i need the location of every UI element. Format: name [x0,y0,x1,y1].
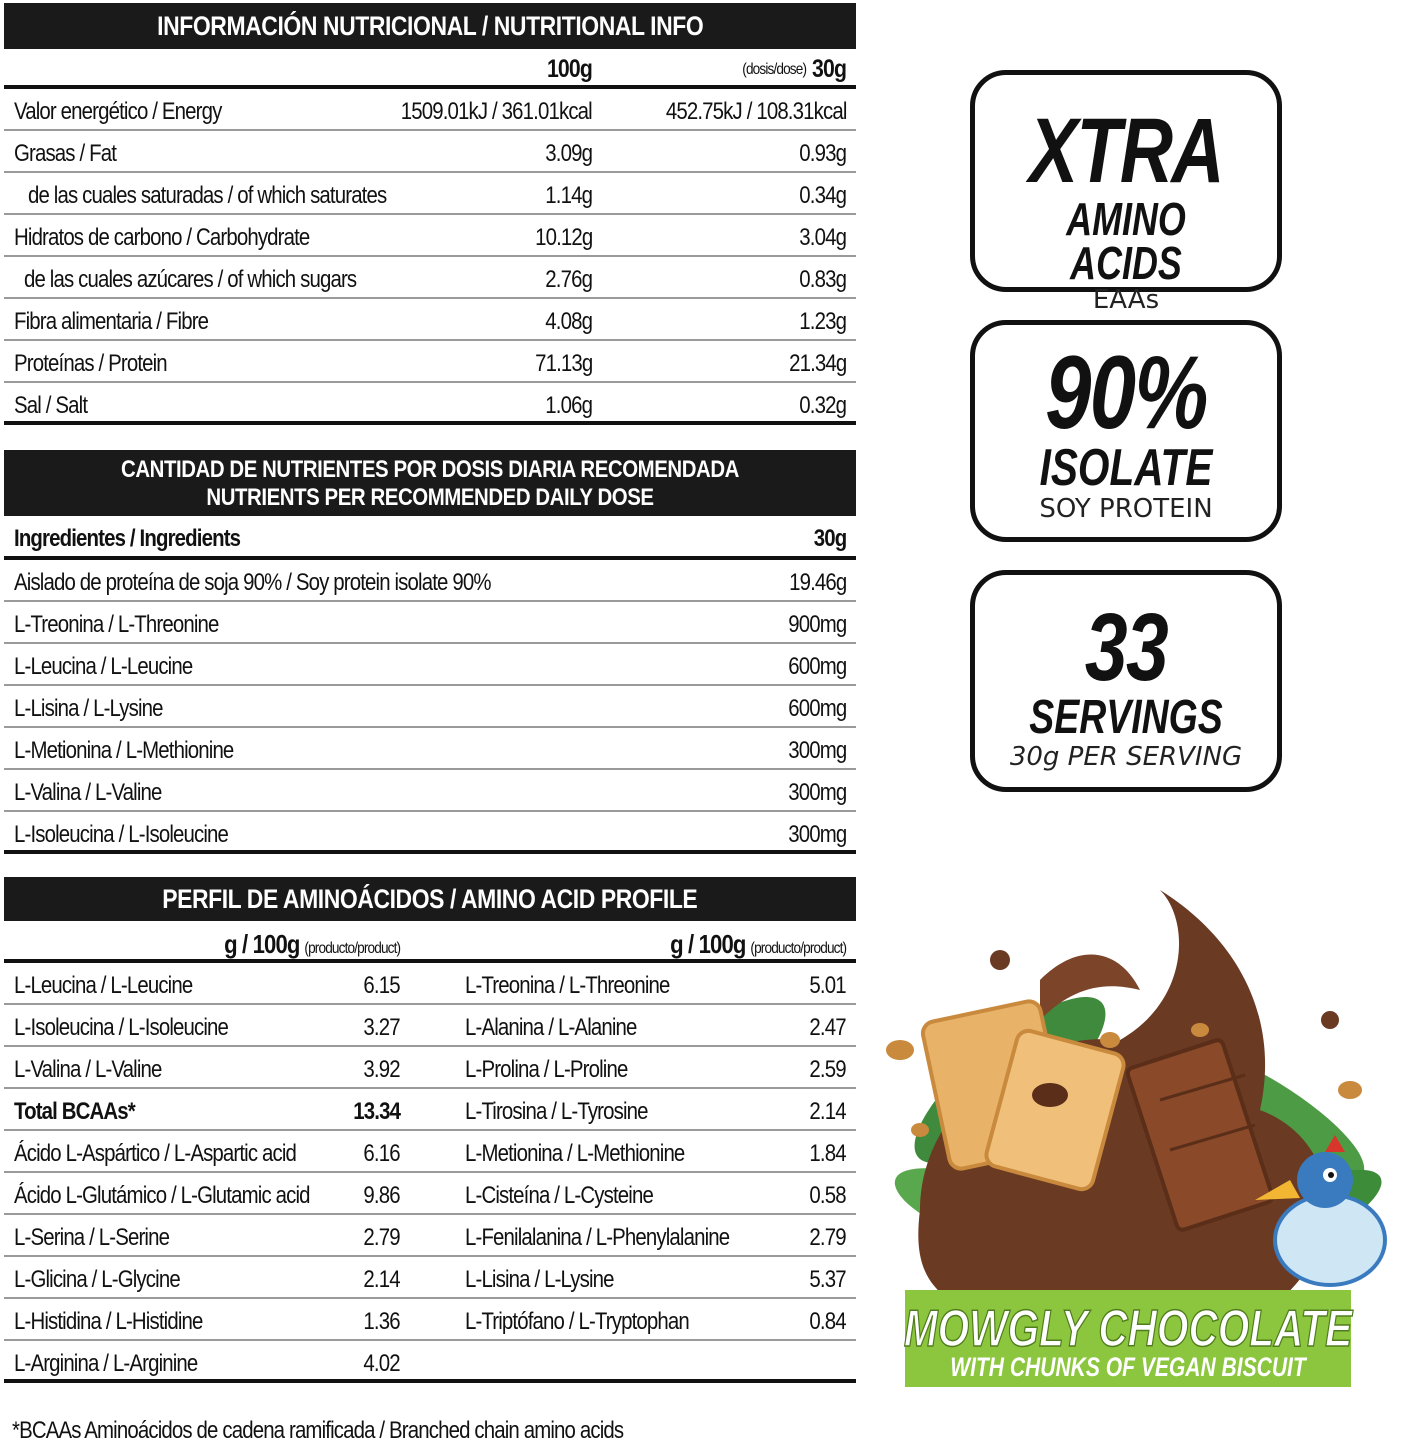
amino-left-value: 13.34 [353,1098,400,1125]
amino-left-label: L-Serina / L-Serine [14,1224,170,1251]
nutrition-row-label: de las cuales azúcares / of which sugars [24,266,357,293]
dose-table [4,450,856,854]
nutrition-row-100g: 10.12g [534,224,592,251]
nutrition-row-label: Valor energético / Energy [14,98,222,125]
amino-row [4,1215,856,1257]
dose-row-value: 600mg [787,653,846,680]
amino-right-label: L-Treonina / L-Threonine [465,972,670,999]
nutrition-row [4,299,856,341]
badge-servings-mid: SERVINGS [1029,691,1223,744]
amino-right-label: L-Fenilalanina / L-Phenylalanine [465,1224,730,1251]
amino-unit-left-note: (producto/product) [304,940,400,957]
amino-left-label: L-Arginina / L-Arginine [14,1350,198,1377]
amino-right-label: L-Metionina / L-Methionine [465,1140,685,1167]
nutrition-row-100g: 3.09g [545,140,592,167]
amino-row [4,1089,856,1131]
amino-row [4,1299,856,1341]
nutrition-row [4,131,856,173]
dose-head-value: 30g [813,525,846,552]
badge-servings [970,570,1282,792]
nutrition-row [4,383,856,425]
nutrition-row-label: de las cuales saturadas / of which saturates [28,182,387,209]
amino-row [4,1257,856,1299]
amino-title-text: PERFIL DE AMINOÁCIDOS / AMINO ACID PROFILE [162,884,698,914]
nutrition-row-label: Grasas / Fat [14,140,117,167]
product-subtitle: WITH CHUNKS OF VEGAN BISCUIT [950,1352,1306,1383]
dose-row-label: L-Treonina / L-Threonine [14,611,219,638]
dose-title-line2: NUTRIENTS PER RECOMMENDED DAILY DOSE [206,484,654,511]
nutrition-row [4,257,856,299]
amino-row [4,1341,856,1383]
amino-left-label: L-Valina / L-Valine [14,1056,162,1083]
dose-row [4,644,856,686]
dose-row-label: L-Lisina / L-Lysine [14,695,163,722]
badge-amino-big: XTRA [1029,100,1223,202]
amino-left-value: 3.92 [363,1056,400,1083]
nutrition-row-100g: 1.14g [545,182,592,209]
amino-left-value: 3.27 [363,1014,400,1041]
badge-isolate-big: 90% [1045,335,1207,451]
amino-right-label: L-Alanina / L-Alanine [465,1014,637,1041]
nutrition-row-30g: 0.34g [799,182,846,209]
amino-column-header [4,921,856,963]
amino-left-label: L-Glicina / L-Glycine [14,1266,180,1293]
dose-title-line1: CANTIDAD DE NUTRIENTES POR DOSIS DIARIA RECOMENDADA [121,456,739,483]
dose-column-header [4,516,856,560]
nutrition-row-label: Proteínas / Protein [14,350,167,377]
amino-unit-left [224,929,400,960]
amino-right-label: L-Prolina / L-Proline [465,1056,628,1083]
dose-row-label: L-Isoleucina / L-Isoleucine [14,821,229,848]
amino-right-value: 5.01 [809,972,846,999]
nutrition-row-30g: 0.32g [799,392,846,419]
amino-left-value: 1.36 [363,1308,400,1335]
amino-left-value: 2.14 [363,1266,400,1293]
nutrition-row [4,89,856,131]
nutrition-row-30g: 0.83g [799,266,846,293]
amino-left-label: L-Isoleucina / L-Isoleucine [14,1014,229,1041]
amino-right-label: L-Cisteína / L-Cysteine [465,1182,653,1209]
nutrition-row-100g: 1509.01kJ / 361.01kcal [400,98,592,125]
nutrition-row [4,173,856,215]
col-30g: 30g [811,55,846,83]
amino-left-label: Total BCAAs* [14,1098,135,1125]
dose-row [4,602,856,644]
amino-left-label: L-Leucina / L-Leucine [14,972,193,999]
amino-right-value: 2.79 [809,1224,846,1251]
dose-rows [4,560,856,854]
dose-row-value: 900mg [787,611,846,638]
dose-title [4,450,856,516]
nutrition-column-header [4,49,856,89]
amino-title [4,877,856,921]
badge-amino-mid: AMINO ACIDS [1066,193,1186,289]
dose-row-value: 300mg [787,737,846,764]
nutrition-table [4,3,856,425]
badge-amino-small: EAAs [1092,285,1160,315]
amino-right-value: 2.14 [809,1098,846,1125]
badge-amino [970,70,1282,315]
amino-unit-right [670,929,846,960]
nutrition-row-30g: 452.75kJ / 108.31kcal [665,98,846,125]
nutrition-title [4,3,856,49]
amino-left-label: L-Histidina / L-Histidine [14,1308,203,1335]
nutrition-rows [4,89,856,425]
col-100g: 100g [546,55,592,83]
amino-left-value: 9.86 [363,1182,400,1209]
col-dose-note: (dosis/dose) [742,61,806,78]
amino-left-value: 6.15 [363,972,400,999]
badge-isolate-mid: ISOLATE [1039,439,1213,497]
amino-right-value: 5.37 [809,1266,846,1293]
product-name: MOWGLY CHOCOLATE [903,1299,1353,1358]
amino-unit-right-text: g / 100g [669,929,746,959]
amino-left-label: Ácido L-Glutámico / L-Glutamic acid [14,1182,310,1209]
product-illustration [860,880,1405,1400]
amino-table [4,877,856,1444]
footnote: *BCAAs Aminoácidos de cadena ramificada / Branched chain amino acids [12,1417,624,1444]
amino-right-value: 2.47 [809,1014,846,1041]
amino-right-value: 2.59 [809,1056,846,1083]
amino-right-value: 1.84 [809,1140,846,1167]
nutrition-row-30g: 0.93g [799,140,846,167]
nutrition-row-30g: 21.34g [788,350,846,377]
dose-row-label: Aislado de proteína de soja 90% / Soy protein isolate 90% [14,569,491,596]
badge-servings-big: 33 [1084,594,1168,701]
amino-rows [4,963,856,1383]
amino-right-value: 0.58 [809,1182,846,1209]
dose-row [4,728,856,770]
nutrition-row-100g: 1.06g [545,392,592,419]
amino-right-label: L-Tirosina / L-Tyrosine [465,1098,648,1125]
amino-right-value: 0.84 [809,1308,846,1335]
dose-row [4,812,856,854]
badge-isolate-small: SOY PROTEIN [1039,494,1213,524]
nutrition-row-100g: 4.08g [545,308,592,335]
nutrition-row-30g: 1.23g [799,308,846,335]
nutrition-row [4,215,856,257]
dose-head-label: Ingredientes / Ingredients [14,525,241,552]
nutrition-row-label: Sal / Salt [14,392,88,419]
dose-row-label: L-Valina / L-Valine [14,779,162,806]
dose-row-label: L-Leucina / L-Leucine [14,653,193,680]
dose-row-value: 300mg [787,779,846,806]
amino-row [4,1173,856,1215]
nutrition-row-30g: 3.04g [799,224,846,251]
dose-row-label: L-Metionina / L-Methionine [14,737,234,764]
amino-left-label: Ácido L-Aspártico / L-Aspartic acid [14,1140,297,1167]
badge-isolate [970,320,1282,542]
amino-unit-right-note: (producto/product) [750,940,846,957]
badge-servings-small: 30g PER SERVING [1009,742,1243,772]
amino-right-label: L-Triptófano / L-Tryptophan [465,1308,689,1335]
amino-row [4,1005,856,1047]
amino-unit-left-text: g / 100g [223,929,300,959]
nutrition-row [4,341,856,383]
amino-left-value: 4.02 [363,1350,400,1377]
amino-row [4,963,856,1005]
amino-row [4,1047,856,1089]
dose-row-value: 300mg [787,821,846,848]
dose-row [4,560,856,602]
nutrition-title-text: INFORMACIÓN NUTRICIONAL / NUTRITIONAL INFO [156,11,704,41]
nutrition-row-100g: 71.13g [534,350,592,377]
amino-left-value: 2.79 [363,1224,400,1251]
nutrition-row-label: Fibra alimentaria / Fibre [14,308,209,335]
amino-row [4,1131,856,1173]
nutrition-row-label: Hidratos de carbono / Carbohydrate [14,224,310,251]
amino-left-value: 6.16 [363,1140,400,1167]
dose-row [4,686,856,728]
amino-right-label: L-Lisina / L-Lysine [465,1266,614,1293]
nutrition-row-100g: 2.76g [545,266,592,293]
dose-row-value: 600mg [787,695,846,722]
dose-row [4,770,856,812]
dose-row-value: 19.46g [788,569,846,596]
